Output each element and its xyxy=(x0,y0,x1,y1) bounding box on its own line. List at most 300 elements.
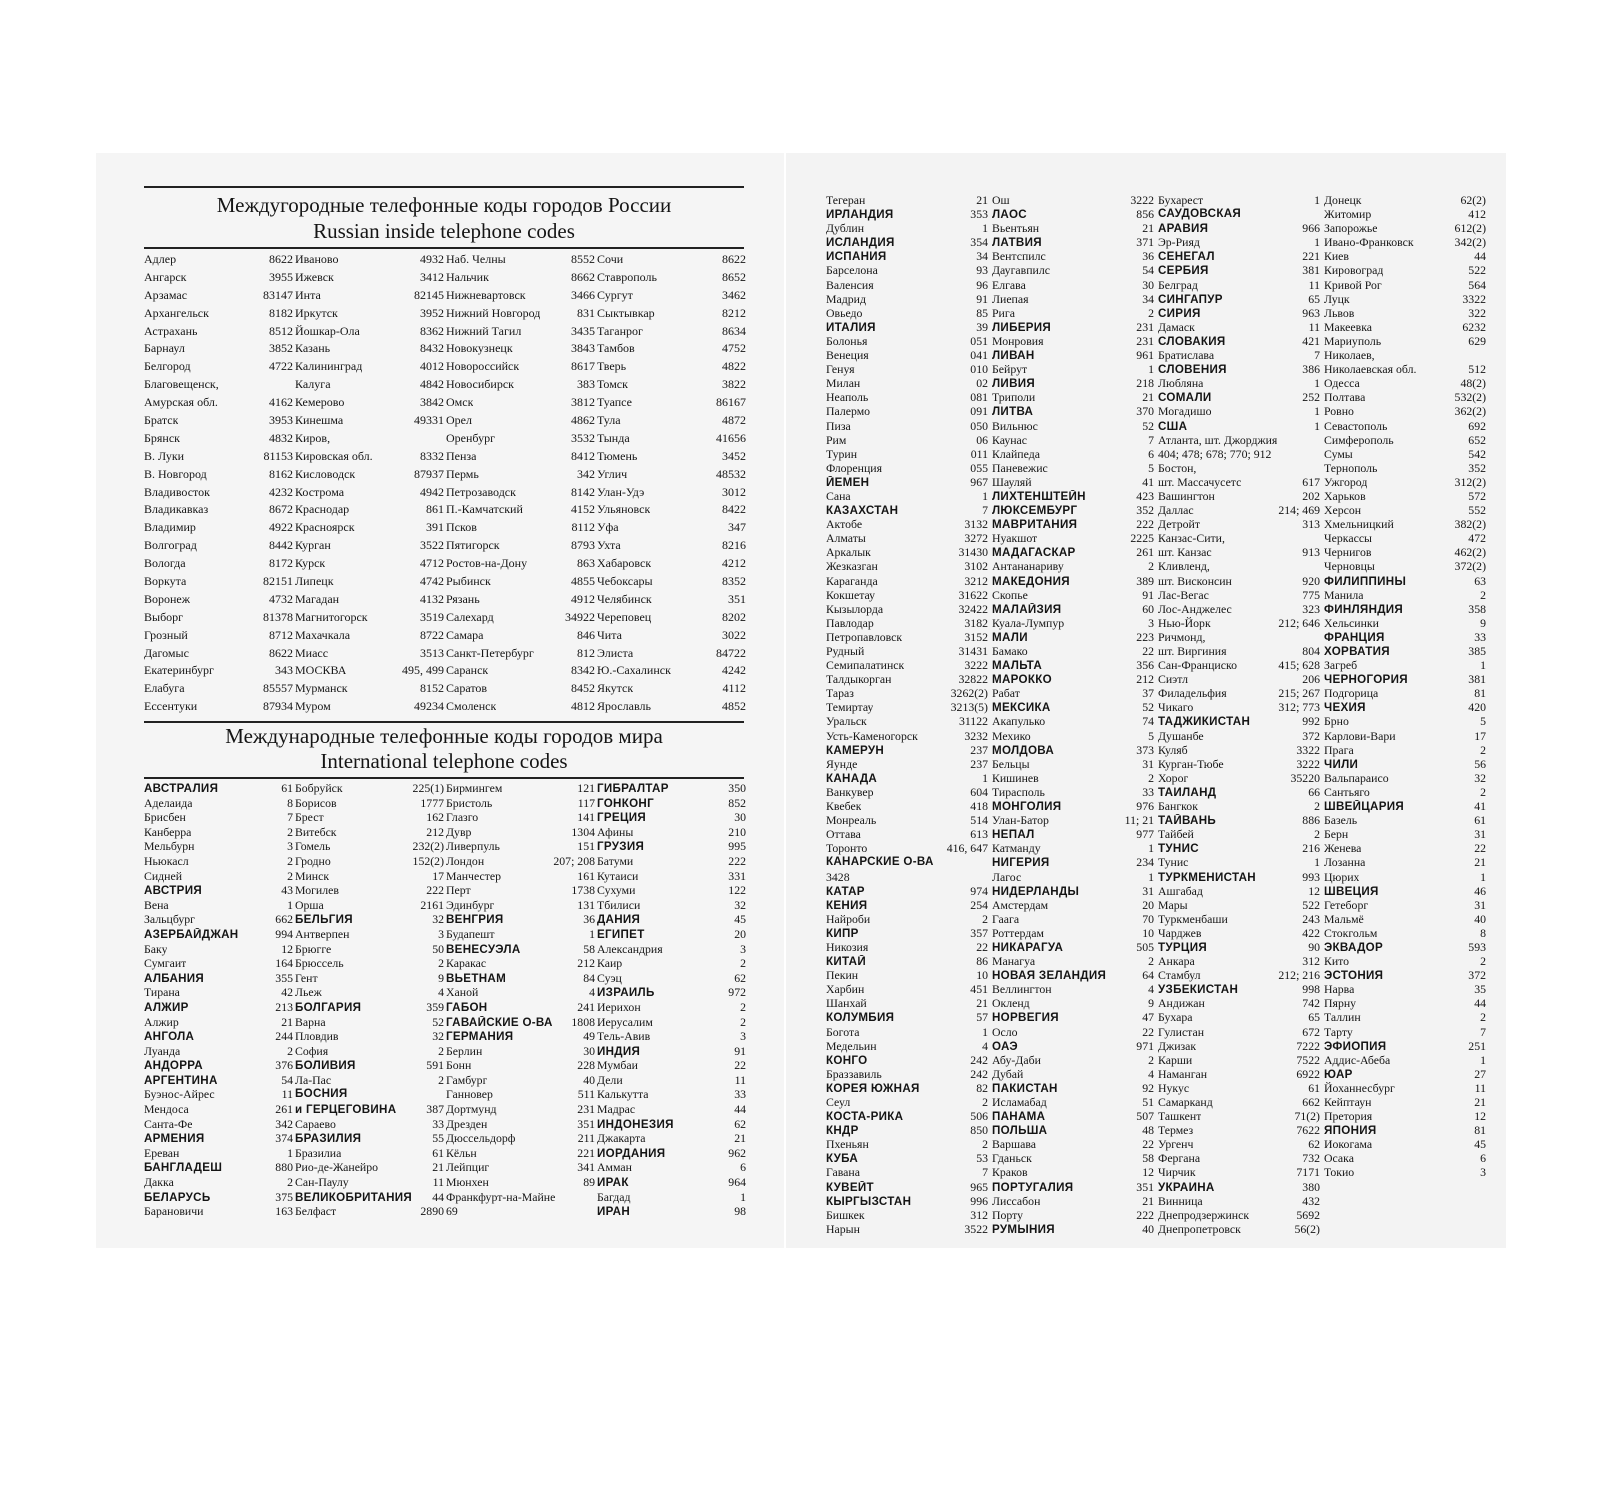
city-row xyxy=(1324,588,1486,602)
dial-code: 4722 xyxy=(269,359,293,374)
place-name: Стамбул xyxy=(1158,968,1201,983)
city-row xyxy=(826,757,988,771)
city-row xyxy=(1158,278,1320,292)
dial-code: 863 xyxy=(577,556,595,571)
place-name: Дюссельдорф xyxy=(446,1131,516,1146)
place-name: Екатеринбург xyxy=(144,663,214,678)
dial-code: 1777 xyxy=(420,795,444,810)
country-row xyxy=(826,884,988,898)
place-name: НИГЕРИЯ xyxy=(992,856,1050,870)
country-row xyxy=(597,1175,746,1190)
dial-code: 505 xyxy=(1136,939,1154,954)
dial-code: 2 xyxy=(287,824,293,839)
place-name: Симферополь xyxy=(1324,432,1394,447)
dial-code: 11 xyxy=(1308,319,1320,334)
place-name: Могадишо xyxy=(1158,404,1212,419)
place-name: Дрезден xyxy=(446,1116,488,1131)
dial-code: 91 xyxy=(976,291,988,306)
city-row xyxy=(992,1053,1154,1067)
dial-code: 9 xyxy=(1480,615,1486,630)
place-name: Атланта, шт. Джорджия xyxy=(1158,432,1278,447)
dial-code: 421 xyxy=(1302,333,1320,348)
dial-code: 2 xyxy=(1148,559,1154,574)
dial-code: 2 xyxy=(1480,587,1486,602)
dial-code: 81153 xyxy=(263,448,293,463)
country-row xyxy=(144,1000,293,1015)
place-name: Стокгольм xyxy=(1324,925,1378,940)
dial-code: 64 xyxy=(1142,968,1154,983)
dial-code: 21 xyxy=(1142,390,1154,405)
place-name: Детройт xyxy=(1158,517,1200,532)
dial-code: 4942 xyxy=(420,484,444,499)
city-row xyxy=(1324,1109,1486,1123)
dial-code: 3272 xyxy=(964,531,988,546)
country-row xyxy=(826,954,988,968)
dial-code: 3102 xyxy=(964,559,988,574)
dial-code: 202 xyxy=(1302,488,1320,503)
dial-code: 732 xyxy=(1302,1151,1320,1166)
dial-code: 7 xyxy=(982,1165,988,1180)
city-row xyxy=(1324,714,1486,728)
city-row xyxy=(144,854,293,869)
country-row xyxy=(1324,602,1486,616)
place-name: Семипалатинск xyxy=(826,658,905,673)
city-row xyxy=(597,537,746,555)
place-name: Запорожье xyxy=(1324,221,1378,236)
place-name: ШВЕЙЦАРИЯ xyxy=(1324,800,1405,814)
dial-code: 90 xyxy=(1308,939,1320,954)
dial-code: 804 xyxy=(1302,644,1320,658)
place-name: Нью-Йорк xyxy=(1158,615,1211,630)
dial-code: 86167 xyxy=(716,395,746,410)
city-row xyxy=(446,573,595,591)
dial-code: 231 xyxy=(577,1102,595,1117)
city-row xyxy=(1158,771,1320,785)
place-name: Луцк xyxy=(1324,291,1350,306)
dial-code: 222 xyxy=(728,853,746,868)
place-name: Лагос xyxy=(992,869,1022,884)
place-name: Токио xyxy=(1324,1165,1355,1180)
city-row xyxy=(1324,1151,1486,1165)
city-row xyxy=(144,269,293,287)
place-name: 3428 xyxy=(826,869,850,884)
dial-code: 8332 xyxy=(420,448,444,463)
place-name: Ужгород xyxy=(1324,474,1368,489)
dial-code: 432 xyxy=(1302,1193,1320,1208)
place-name: Дубай xyxy=(992,1066,1024,1081)
place-name: США xyxy=(1158,419,1188,433)
city-row xyxy=(1158,658,1320,672)
country-row xyxy=(295,1087,444,1102)
city-row xyxy=(992,531,1154,545)
place-name: Амурская обл. xyxy=(144,395,218,410)
place-name: Мадрид xyxy=(826,291,866,306)
city-row xyxy=(295,305,444,323)
left-page xyxy=(96,153,784,1248)
city-row xyxy=(446,1044,595,1059)
dial-code: 62 xyxy=(1308,1137,1320,1152)
dial-code: 87937 xyxy=(414,466,444,481)
city-row xyxy=(826,221,988,235)
dial-code: 85 xyxy=(976,305,988,320)
dial-code: 8 xyxy=(287,795,293,810)
dial-code: 352 xyxy=(1468,460,1486,475)
place-name: Прага xyxy=(1324,742,1354,757)
city-row xyxy=(1324,1025,1486,1039)
city-row xyxy=(826,1222,988,1236)
place-name: Паневежис xyxy=(992,460,1048,475)
place-name: Овьедо xyxy=(826,305,863,320)
city-row xyxy=(992,433,1154,447)
city-row xyxy=(446,927,595,942)
city-row xyxy=(295,591,444,609)
place-name: Рудный xyxy=(826,644,865,658)
city-row xyxy=(826,574,988,588)
country-row xyxy=(992,1109,1154,1123)
place-name: КУБА xyxy=(826,1152,859,1166)
place-name: Веллингтон xyxy=(992,982,1052,997)
city-row xyxy=(295,645,444,663)
dial-code: 31 xyxy=(1474,827,1486,842)
place-name: ГИБРАЛТАР xyxy=(597,782,669,795)
city-row xyxy=(446,1204,595,1219)
place-name: Лиссабон xyxy=(992,1193,1041,1208)
place-name: МОНГОЛИЯ xyxy=(992,800,1062,814)
country-row xyxy=(992,940,1154,954)
place-name: АРМЕНИЯ xyxy=(144,1132,205,1146)
place-name: Берн xyxy=(1324,827,1349,842)
place-name: Тараз xyxy=(826,686,854,701)
dial-code: 22 xyxy=(1142,1137,1154,1152)
place-name: Каир xyxy=(597,956,623,971)
place-name: Окленд xyxy=(992,996,1030,1011)
place-name: Иваново xyxy=(295,252,339,266)
city-row xyxy=(1158,376,1320,390)
place-name: Ессентуки xyxy=(144,699,198,714)
country-row xyxy=(446,1029,595,1044)
place-name: ИРАК xyxy=(597,1176,629,1190)
dial-code: 96 xyxy=(976,277,988,292)
place-name: ВЕЛИКОБРИТАНИЯ xyxy=(295,1190,413,1204)
city-row xyxy=(597,956,746,971)
city-row xyxy=(144,698,293,716)
city-row xyxy=(992,390,1154,404)
city-row xyxy=(992,954,1154,968)
city-row xyxy=(826,827,988,841)
dial-code: 65 xyxy=(1308,1010,1320,1025)
city-row xyxy=(826,545,988,559)
city-row xyxy=(1158,827,1320,841)
place-name: Ивано-Франковск xyxy=(1324,235,1414,250)
dial-code: 4832 xyxy=(269,430,293,445)
place-name: Сургут xyxy=(597,287,633,302)
city-row xyxy=(1324,1137,1486,1151)
dial-code: 62 xyxy=(734,1116,746,1131)
city-row xyxy=(1158,517,1320,531)
place-name: ЛАОС xyxy=(992,208,1027,222)
city-row xyxy=(597,1073,746,1088)
city-row xyxy=(1324,320,1486,334)
dial-code: 1 xyxy=(1148,362,1154,377)
place-name: Вильнюс xyxy=(992,418,1038,433)
dial-code: 343 xyxy=(275,663,293,678)
place-name: Улан-Батор xyxy=(992,813,1049,828)
city-row xyxy=(992,249,1154,263)
dial-code: 376 xyxy=(275,1058,293,1073)
city-row xyxy=(1158,1151,1320,1165)
country-row xyxy=(446,1000,595,1015)
world-title-rule xyxy=(144,777,744,779)
place-name: ЛИХТЕНШТЕЙН xyxy=(992,489,1086,503)
city-row xyxy=(144,555,293,573)
place-name: Брест xyxy=(295,810,324,825)
dial-code: 4852 xyxy=(722,699,746,714)
place-name: ОАЭ xyxy=(992,1039,1018,1053)
dial-code: 33 xyxy=(1142,784,1154,799)
dial-code: 742 xyxy=(1302,996,1320,1011)
place-name: КЕНИЯ xyxy=(826,898,868,912)
place-name: КОРЕЯ ЮЖНАЯ xyxy=(826,1081,920,1095)
place-name: Скопье xyxy=(992,587,1028,602)
dial-code: 2 xyxy=(1148,1052,1154,1067)
city-row xyxy=(295,251,444,269)
dial-code: 351 xyxy=(577,1116,595,1131)
city-row xyxy=(1324,771,1486,785)
dial-code: 8216 xyxy=(722,538,746,553)
dial-code: 3522 xyxy=(964,1221,988,1236)
country-row xyxy=(597,1117,746,1132)
dial-code: 1 xyxy=(589,926,595,941)
country-row xyxy=(1158,419,1320,433)
place-name: Сан-Паулу xyxy=(295,1175,349,1190)
dial-code: 54 xyxy=(1142,263,1154,278)
dial-code: 4912 xyxy=(571,591,595,606)
dial-code: 593 xyxy=(1468,939,1486,954)
place-name: Шанхай xyxy=(826,996,867,1011)
place-name: Осака xyxy=(1324,1151,1354,1166)
dial-code: 92 xyxy=(1142,1080,1154,1095)
city-row xyxy=(1158,630,1320,644)
place-name: Хорог xyxy=(1158,770,1189,785)
place-name: Лозанна xyxy=(1324,855,1366,870)
place-name: АВСТРИЯ xyxy=(144,884,202,898)
dial-code: 3843 xyxy=(571,341,595,356)
dial-code: 2 xyxy=(287,853,293,868)
dial-code: 3852 xyxy=(269,341,293,356)
dial-code: 43 xyxy=(281,883,293,898)
dial-code: 7 xyxy=(287,810,293,825)
place-name: Рязань xyxy=(446,591,480,606)
place-name: Тегеран xyxy=(826,193,866,207)
city-row xyxy=(446,537,595,555)
place-name: Рига xyxy=(992,305,1015,320)
city-row xyxy=(1324,1095,1486,1109)
dial-code: 420 xyxy=(1468,700,1486,715)
city-row xyxy=(992,1165,1154,1179)
city-row xyxy=(1324,390,1486,404)
city-row xyxy=(295,484,444,502)
country-row xyxy=(1158,221,1320,235)
dial-code: 977 xyxy=(1136,827,1154,842)
city-row xyxy=(446,1087,595,1102)
place-name: ТУРКМЕНИСТАН xyxy=(1158,870,1256,884)
place-name: КАМЕРУН xyxy=(826,743,885,757)
dial-code: 372(2) xyxy=(1454,559,1486,574)
dial-code: 3435 xyxy=(571,323,595,338)
dial-code: 93 xyxy=(976,263,988,278)
place-name: Нарын xyxy=(826,1221,860,1236)
place-name: Ровно xyxy=(1324,404,1354,419)
place-name: Квебек xyxy=(826,799,862,814)
place-name: Ереван xyxy=(144,1145,180,1160)
dial-code: 1 xyxy=(1148,869,1154,884)
dial-code: 162 xyxy=(426,810,444,825)
place-name: Донецк xyxy=(1324,193,1362,207)
dial-code: 8652 xyxy=(722,269,746,284)
city-row xyxy=(295,1015,444,1030)
place-name: Елгава xyxy=(992,277,1026,292)
place-name: Мадрас xyxy=(597,1102,636,1117)
place-name: П.-Камчатский xyxy=(446,502,523,517)
dial-code: 995 xyxy=(728,839,746,854)
world-codes-table-continued xyxy=(826,193,1486,1236)
city-row xyxy=(1324,475,1486,489)
city-row xyxy=(295,573,444,591)
city-row xyxy=(446,680,595,698)
dial-code: 214; 469 xyxy=(1278,503,1320,518)
place-name: Берлин xyxy=(446,1043,483,1058)
dial-code: 12 xyxy=(1474,1109,1486,1124)
city-row xyxy=(597,430,746,448)
place-name: УКРАИНА xyxy=(1158,1180,1215,1194)
country-row xyxy=(992,235,1154,249)
place-name: ЕГИПЕТ xyxy=(597,927,645,941)
dial-code: 3 xyxy=(1480,1165,1486,1180)
city-row xyxy=(826,616,988,630)
place-name: Хмельницкий xyxy=(1324,517,1394,532)
place-name: Гулистан xyxy=(1158,1024,1205,1039)
dial-code: 4152 xyxy=(571,502,595,517)
city-row xyxy=(1158,729,1320,743)
place-name: Тбилиси xyxy=(597,897,641,912)
place-name: Аделаида xyxy=(144,795,193,810)
city-row xyxy=(446,305,595,323)
russia-title-en: Russian inside telephone codes xyxy=(313,219,575,243)
city-row xyxy=(992,278,1154,292)
place-name: Термез xyxy=(1158,1123,1194,1138)
country-row xyxy=(992,630,1154,644)
dial-code: 850 xyxy=(970,1123,988,1138)
place-name: Гродно xyxy=(295,853,331,868)
city-row xyxy=(992,757,1154,771)
place-name: Бобруйск xyxy=(295,781,343,795)
place-name: ЭКВАДОР xyxy=(1324,940,1384,954)
dial-code: 8362 xyxy=(420,323,444,338)
dial-code: 60 xyxy=(1142,601,1154,616)
city-row xyxy=(597,883,746,898)
place-name: Афины xyxy=(597,824,634,839)
place-name: ЙЕМЕН xyxy=(826,475,870,489)
dial-code: 49234 xyxy=(414,699,444,714)
city-row xyxy=(826,700,988,714)
country-row xyxy=(826,1180,988,1194)
dial-code: 1738 xyxy=(571,883,595,898)
dial-code: 4732 xyxy=(269,591,293,606)
place-name: Самара xyxy=(446,627,484,642)
place-name: СЕРБИЯ xyxy=(1158,264,1209,278)
dial-code: 6922 xyxy=(1296,1066,1320,1081)
city-row xyxy=(144,358,293,376)
country-row xyxy=(295,1058,444,1073)
city-row xyxy=(1158,616,1320,630)
place-name: Алматы xyxy=(826,531,866,546)
city-row xyxy=(826,517,988,531)
dial-code: 472 xyxy=(1468,531,1486,546)
city-row xyxy=(144,627,293,645)
city-row xyxy=(295,927,444,942)
dial-code: 33 xyxy=(734,1087,746,1102)
place-name: Болонья xyxy=(826,333,868,348)
place-name: Сараево xyxy=(295,1116,336,1131)
dial-code: 387 xyxy=(426,1102,444,1117)
dial-code: 4712 xyxy=(420,556,444,571)
city-row xyxy=(826,1208,988,1222)
dial-code: 46 xyxy=(1474,883,1486,898)
place-name: ЛЮКСЕМБУРГ xyxy=(992,504,1078,518)
city-row xyxy=(144,1117,293,1132)
dial-code: 36 xyxy=(1142,249,1154,264)
dial-code: 371 xyxy=(1136,235,1154,250)
city-row xyxy=(826,376,988,390)
dial-code: 8512 xyxy=(269,323,293,338)
dial-code: 3 xyxy=(287,839,293,854)
dial-code: 380 xyxy=(1302,1179,1320,1194)
dial-code: 54 xyxy=(281,1072,293,1087)
place-name: Богота xyxy=(826,1024,860,1039)
city-row xyxy=(992,559,1154,573)
dial-code: 37 xyxy=(1142,686,1154,701)
dial-code: 2 xyxy=(1480,742,1486,757)
place-name: Воркута xyxy=(144,574,187,589)
place-name: БАНГЛАДЕШ xyxy=(144,1161,223,1175)
place-name: Цюрих xyxy=(1324,869,1360,884)
dial-code: 2 xyxy=(982,1137,988,1152)
place-name: 69 xyxy=(446,1204,458,1219)
dial-code: 81378 xyxy=(263,609,293,624)
place-name: ШВЕЦИЯ xyxy=(1324,884,1379,898)
city-row xyxy=(144,1175,293,1190)
place-name: Эр-Рияд xyxy=(1158,235,1200,250)
city-row xyxy=(1324,658,1486,672)
place-name: Батуми xyxy=(597,853,634,868)
country-row xyxy=(597,927,746,942)
place-name: Владикавказ xyxy=(144,502,209,517)
place-name: Зальцбург xyxy=(144,912,196,927)
city-row xyxy=(826,813,988,827)
place-name: ФРАНЦИЯ xyxy=(1324,630,1385,644)
place-name: Вена xyxy=(144,897,169,912)
city-row xyxy=(295,839,444,854)
dial-code: 8432 xyxy=(420,341,444,356)
place-name: Торонто xyxy=(826,841,868,856)
city-row xyxy=(1158,1222,1320,1236)
place-name: Карлови-Вари xyxy=(1324,728,1396,743)
city-row xyxy=(144,287,293,305)
place-name: ГАБОН xyxy=(446,1000,488,1014)
place-name: ЛИБЕРИЯ xyxy=(992,320,1052,334)
table-column xyxy=(144,251,293,716)
city-row xyxy=(1324,404,1486,418)
